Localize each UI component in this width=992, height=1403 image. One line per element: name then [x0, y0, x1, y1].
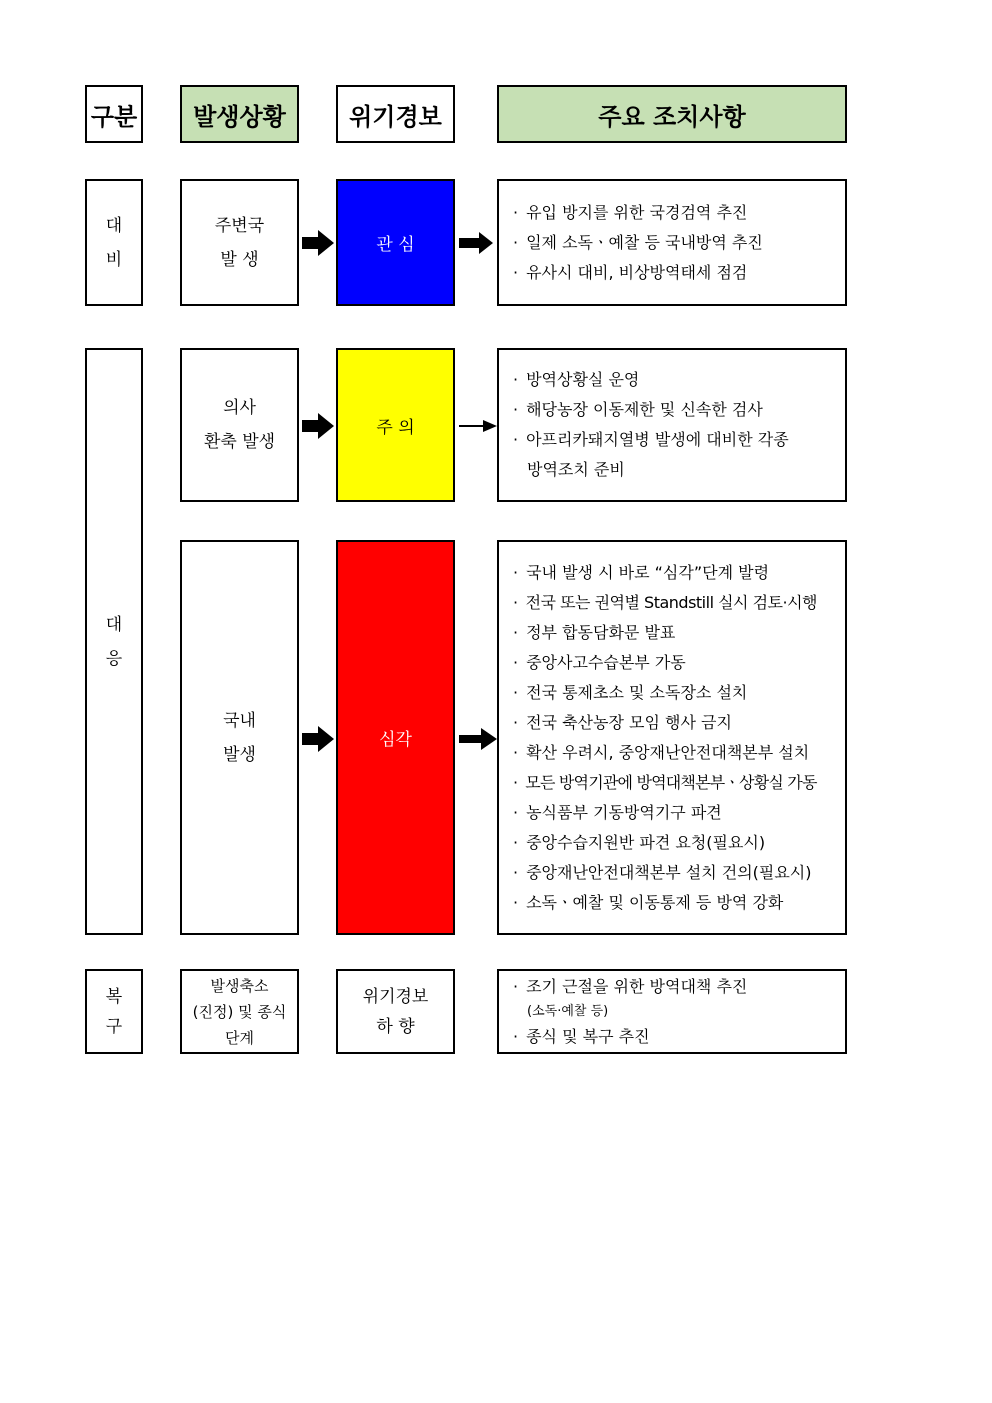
- action-text: 중앙재난안전대책본부 설치 건의(필요시): [526, 862, 812, 882]
- header-category: [85, 85, 143, 143]
- bullet: ·: [513, 742, 519, 762]
- action-item-note: [513, 1000, 845, 1024]
- situation-recovery-line-3: 단계: [225, 1028, 254, 1047]
- alert-level-serious: [336, 540, 455, 935]
- action-item: [513, 1024, 845, 1050]
- action-text: 전국 통제초소 및 소독장소 설치: [526, 682, 748, 702]
- action-text: 종식 및 복구 추진: [526, 1026, 650, 1046]
- category-recovery-char-1: 복: [105, 986, 123, 1007]
- bullet: ·: [513, 262, 519, 282]
- header-situation-label: 발생상황: [193, 102, 286, 131]
- action-item: [513, 198, 845, 228]
- actions-prepare: [497, 179, 847, 306]
- action-item: [513, 828, 845, 858]
- bullet: ·: [513, 652, 519, 672]
- actions-recovery: [497, 969, 847, 1054]
- header-actions: [497, 85, 847, 143]
- bullet: ·: [513, 712, 519, 732]
- action-text: 중앙사고수습본부 가동: [526, 652, 686, 672]
- action-text: (소독·예찰 등): [527, 1003, 609, 1019]
- action-item: [513, 798, 845, 828]
- action-item: [513, 258, 845, 288]
- arrow-prepare-right: [459, 232, 493, 254]
- bullet: ·: [513, 802, 519, 822]
- action-item: [513, 768, 845, 798]
- alert-level-caution-label: 주 의: [376, 417, 415, 438]
- bullet: ·: [513, 832, 519, 852]
- action-item-continuation: [513, 455, 845, 485]
- action-text: 확산 우려시, 중앙재난안전대책본부 설치: [526, 742, 810, 762]
- action-item: [513, 558, 845, 588]
- situation-prepare-line-2: 발 생: [220, 249, 259, 270]
- action-text: 방역조치 준비: [527, 460, 625, 479]
- action-text: 방역상황실 운영: [526, 370, 640, 389]
- action-text: 전국 축산농장 모임 행사 금지: [526, 712, 732, 732]
- category-recovery: [85, 969, 143, 1054]
- bullet: ·: [513, 400, 519, 419]
- action-text: 소독ㆍ예찰 및 이동통제 등 방역 강화: [526, 892, 784, 912]
- situation-recovery-line-2: (진정) 및 종식: [192, 1002, 287, 1021]
- bullet: ·: [513, 562, 519, 582]
- situation-serious-line-2: 발생: [223, 744, 256, 765]
- category-prepare-char-2: 비: [105, 249, 123, 270]
- actions-caution: [497, 348, 847, 502]
- action-item: [513, 618, 845, 648]
- alert-level-downgrade: [336, 969, 455, 1054]
- action-text: 정부 합동담화문 발표: [526, 622, 676, 642]
- action-text: 유사시 대비, 비상방역태세 점검: [526, 262, 748, 282]
- action-text: 국내 발생 시 바로 “심각”단계 발령: [526, 562, 770, 582]
- category-prepare-char-1: 대: [105, 215, 123, 236]
- action-item: [513, 738, 845, 768]
- header-category-label: 구분: [90, 102, 138, 131]
- category-response: [85, 348, 143, 935]
- category-response-char-2: 응: [105, 648, 123, 669]
- bullet: ·: [513, 370, 519, 389]
- situation-caution-line-1: 의사: [223, 398, 256, 418]
- situation-serious-line-1: 국내: [223, 710, 256, 731]
- action-text: 농식품부 기동방역기구 파견: [526, 802, 722, 822]
- action-item: [513, 708, 845, 738]
- action-text: 모든 방역기관에 방역대책본부ㆍ상황실 가동: [525, 772, 817, 792]
- bullet: ·: [513, 232, 519, 252]
- situation-recovery: [180, 969, 299, 1054]
- category-prepare: [85, 179, 143, 306]
- situation-caution: [180, 348, 299, 502]
- header-actions-label: 주요 조치사항: [598, 102, 746, 131]
- situation-prepare-line-1: 주변국: [214, 215, 265, 236]
- category-recovery-char-2: 구: [105, 1016, 123, 1037]
- action-item: [513, 588, 845, 618]
- situation-serious: [180, 540, 299, 935]
- action-text: 아프리카돼지열병 발생에 대비한 각종: [526, 430, 789, 449]
- alert-level-serious-label: 심각: [379, 730, 412, 750]
- arrow-caution-right: [459, 419, 497, 433]
- alert-level-interest-label: 관 심: [376, 235, 415, 255]
- arrow-serious-left: [302, 726, 334, 752]
- bullet: ·: [513, 430, 519, 449]
- action-item: [513, 974, 845, 1000]
- situation-caution-line-2: 환축 발생: [203, 432, 276, 452]
- action-text: 조기 근절을 위한 방역대책 추진: [526, 976, 748, 996]
- alert-downgrade-line-1: 위기경보: [362, 986, 429, 1007]
- action-item: [513, 365, 845, 395]
- bullet: ·: [513, 1026, 519, 1046]
- situation-prepare: [180, 179, 299, 306]
- bullet: ·: [513, 682, 519, 702]
- arrow-prepare-left: [302, 230, 334, 256]
- bullet: ·: [513, 772, 518, 792]
- alert-level-caution: [336, 348, 455, 502]
- action-text: 일제 소독ㆍ예찰 등 국내방역 추진: [526, 232, 763, 252]
- action-text: 중앙수습지원반 파견 요청(필요시): [526, 832, 766, 852]
- bullet: ·: [513, 202, 519, 222]
- header-situation: [180, 85, 299, 143]
- bullet: ·: [513, 892, 519, 912]
- actions-serious: [497, 540, 847, 935]
- arrow-caution-left: [302, 413, 334, 439]
- action-item: [513, 228, 845, 258]
- action-item: [513, 888, 845, 918]
- action-item: [513, 858, 845, 888]
- action-item: [513, 395, 845, 425]
- bullet: ·: [513, 976, 519, 996]
- action-item: [513, 678, 845, 708]
- alert-level-interest: [336, 179, 455, 306]
- action-item: [513, 648, 845, 678]
- action-text: 해당농장 이동제한 및 신속한 검사: [526, 400, 763, 419]
- action-text: 유입 방지를 위한 국경검역 추진: [526, 202, 748, 222]
- header-alert: [336, 85, 455, 143]
- bullet: ·: [513, 592, 518, 612]
- category-response-char-1: 대: [105, 614, 123, 635]
- situation-recovery-line-1: 발생축소: [210, 976, 269, 995]
- header-alert-label: 위기경보: [349, 102, 442, 131]
- bullet: ·: [513, 862, 519, 882]
- action-item: [513, 425, 845, 455]
- alert-downgrade-line-2: 하 향: [376, 1016, 415, 1037]
- action-text: 전국 또는 권역별 Standstill 실시 검토·시행: [525, 592, 818, 612]
- bullet: ·: [513, 622, 519, 642]
- arrow-serious-right: [459, 728, 497, 750]
